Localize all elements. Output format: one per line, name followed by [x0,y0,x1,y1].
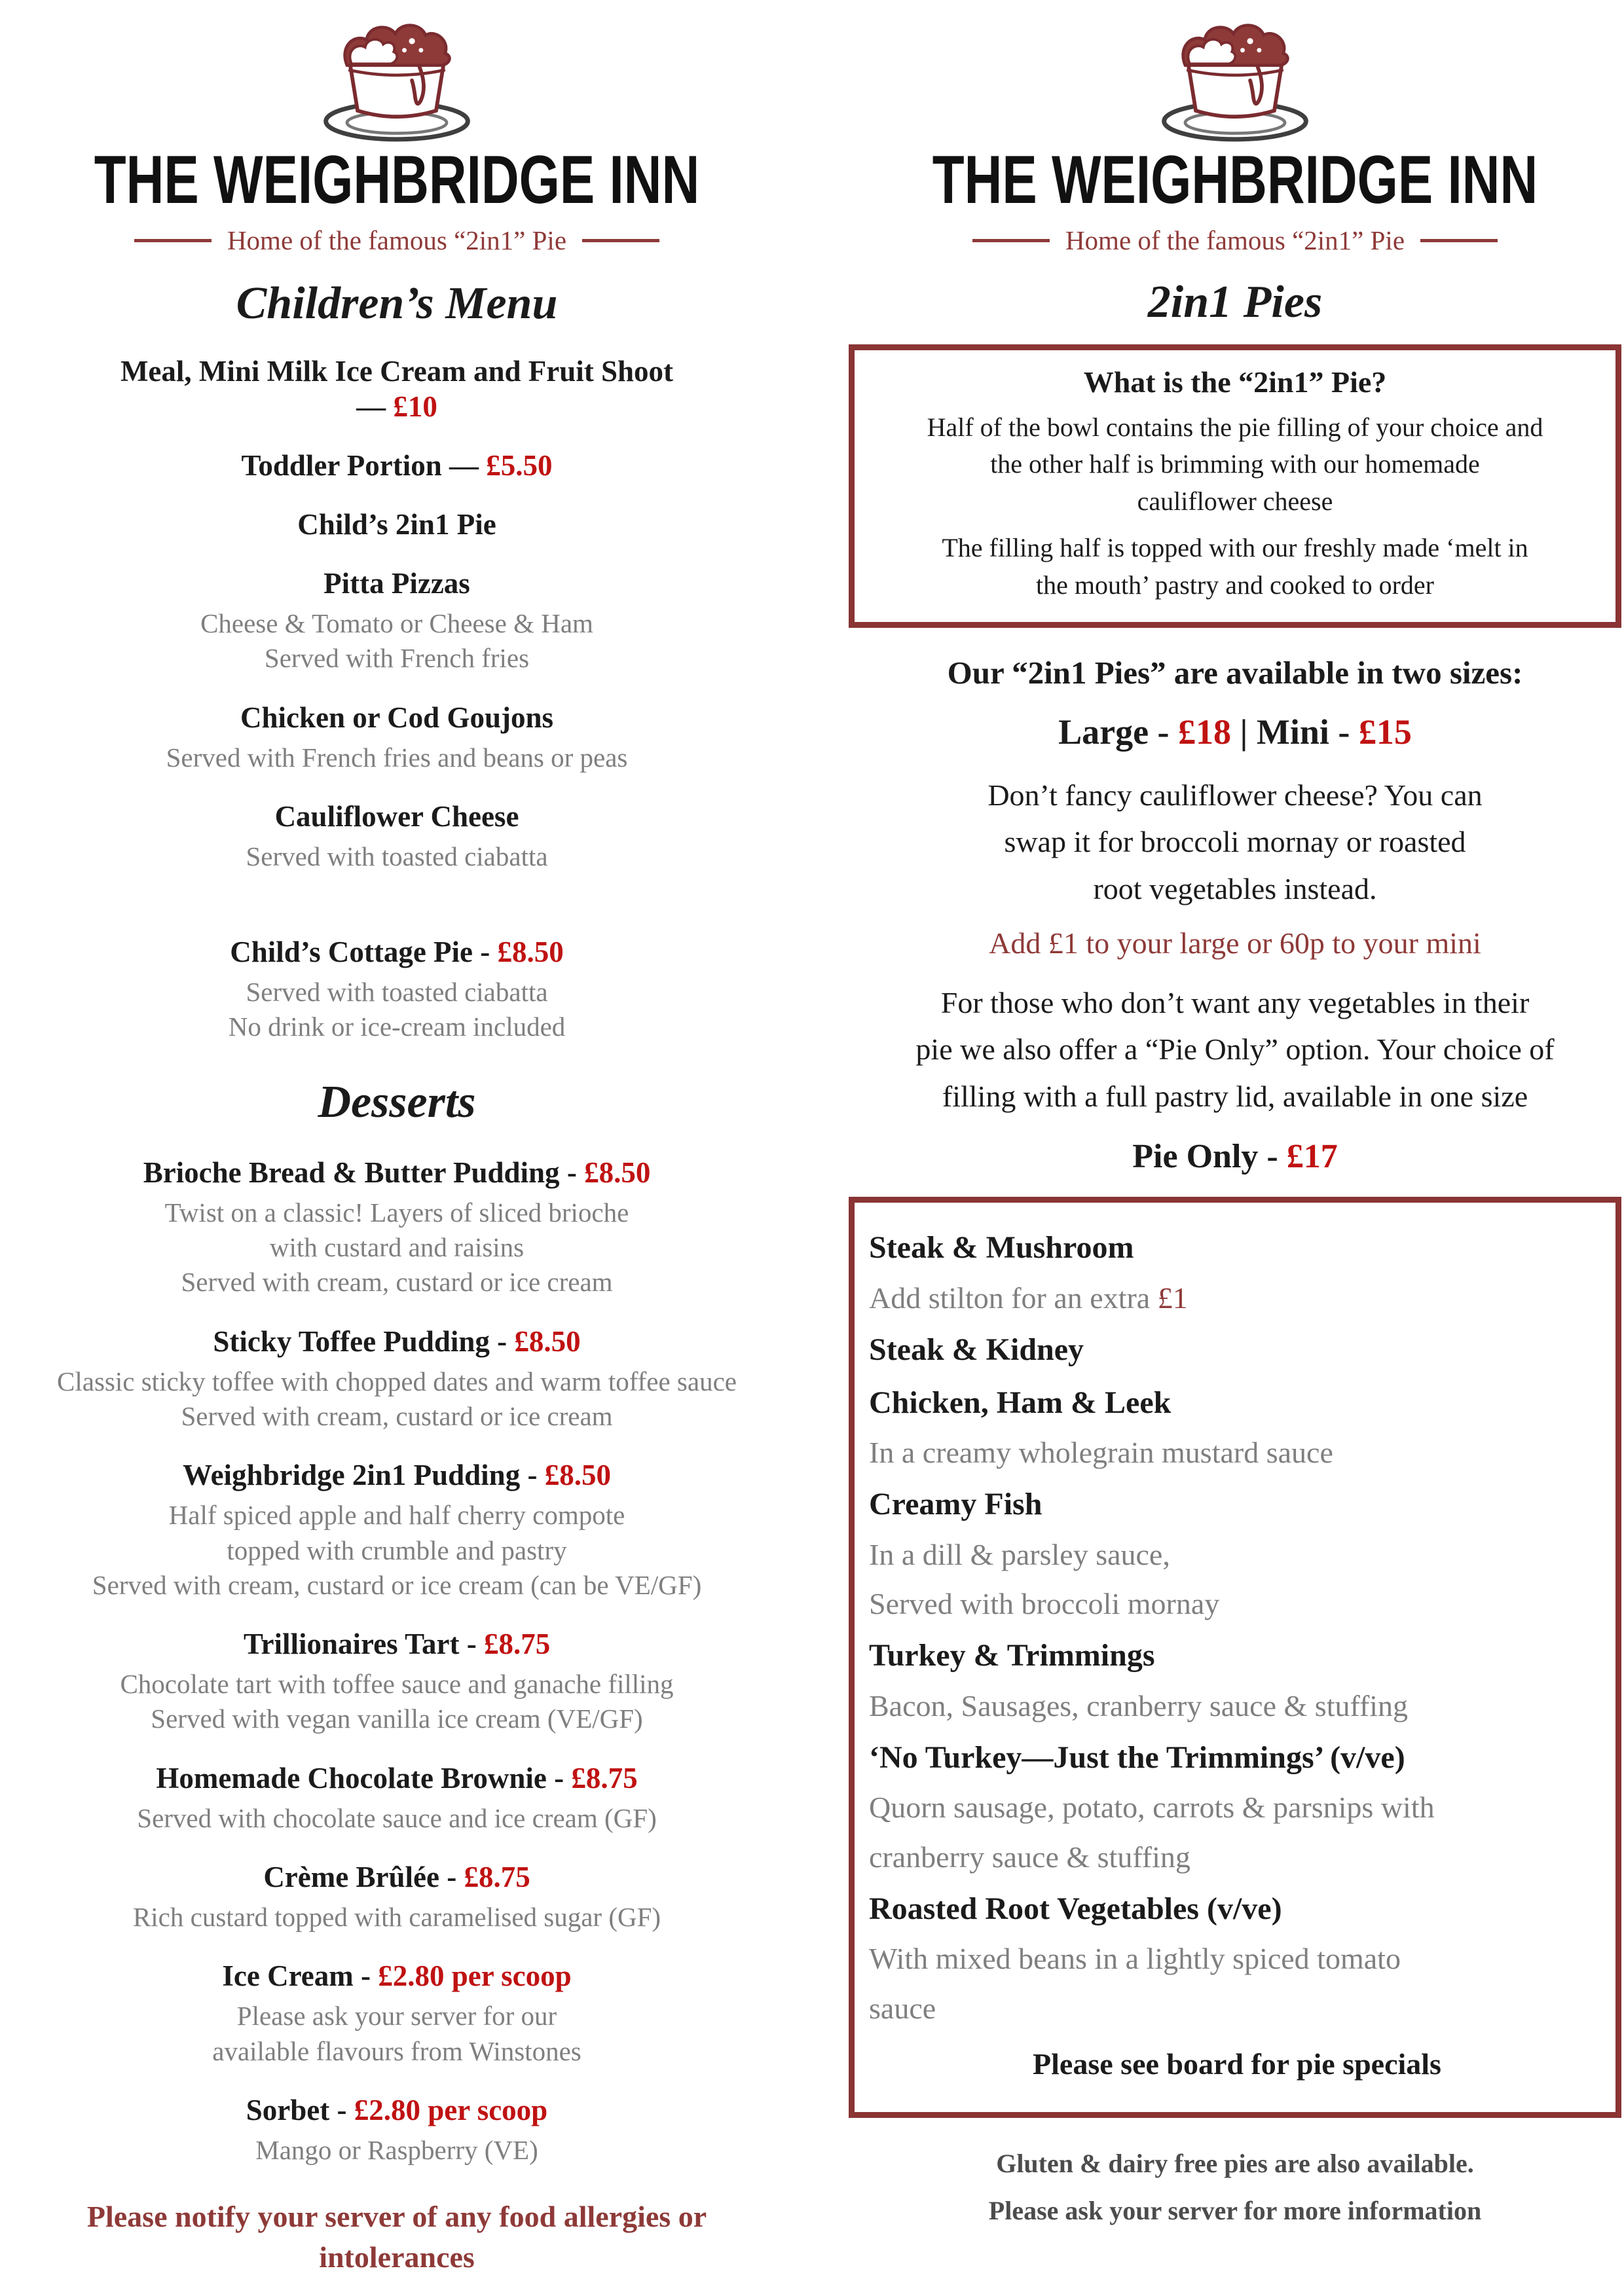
dessert-item-sticky-toffee: Sticky Toffee Pudding - £8.50 Classic sticky toffee with chopped dates and warm toffee sauce Served with cream, custard or ice cream [10,1324,783,1434]
item-name: Sticky Toffee Pudding [213,1324,490,1358]
pies-footer [849,2140,1621,2234]
item-name: Ice Cream [222,1959,354,1993]
menu-item-cottage-pie: Child’s Cottage Pie - £8.50 Served with toasted ciabatta No drink or ice-cream included [10,934,783,1045]
item-description: Served with French fries and beans or peas [166,742,628,773]
item-name: Meal, Mini Milk Ice Cream and Fruit Shoot [120,355,674,388]
item-name: Weighbridge 2in1 Pudding [183,1459,521,1492]
pie-specials-note: Please see board for pie specials [1033,2047,1441,2081]
item-description: Served with cream, custard or ice cream [181,1400,613,1431]
dessert-item-ice-cream: Ice Cream - £2.80 per scoop Please ask your server for our available flavours from Winstones [10,1958,783,2069]
large-price: £18 [1178,712,1232,752]
pie-logo-icon [1091,17,1379,145]
price-dash: — [356,390,386,423]
pie-filling-description: In a dill & parsley sauce, [869,1537,1170,1571]
size-divider: | [1240,712,1248,752]
pie-fillings-box [849,1197,1621,2118]
tagline-dash-left [972,239,1050,242]
menu-item-cauliflower-cheese [10,799,783,874]
large-label: Large - [1058,712,1170,752]
item-description: Twist on a classic! Layers of sliced brioche [164,1197,629,1228]
pie-filling-name: Turkey & Trimmings [869,1638,1155,1673]
item-price: £8.75 [483,1628,551,1661]
pies-title: 2in1 Pies [1147,277,1323,327]
brand-name: THE WEIGHBRIDGE INN [94,141,700,218]
children-menu-title: Children’s Menu [236,278,558,329]
item-name: Child’s 2in1 Pie [297,508,496,541]
dessert-item-creme-brulee: Crème Brûlée - £8.75 Rich custard topped with caramelised sugar (GF) [10,1859,783,1935]
item-name: Chicken or Cod Goujons [240,701,553,734]
item-description: Please ask your server for our [236,2001,557,2032]
pie-filling-description: Add stilton for an extra £1 [869,1281,1188,1315]
pie-logo-icon [253,17,541,145]
pie-only-label: Pie Only - [1132,1138,1278,1176]
item-description: Served with cream, custard or ice cream [181,1267,613,1298]
menu-item-goujons [10,700,783,775]
item-description: Half spiced apple and half cherry compote [168,1500,625,1531]
pie-filling-name: Creamy Fish [869,1487,1043,1522]
item-name: Pitta Pizzas [323,567,470,600]
item-description: Mango or Raspberry (VE) [255,2134,538,2165]
swap-paragraph: Don’t fancy cauliflower cheese? You can swap it for broccoli mornay or roasted root vegetables instead. [987,778,1483,905]
swap-surcharge-note: Add £1 to your large or 60p to your mini [989,926,1481,960]
dessert-item-chocolate-brownie: Homemade Chocolate Brownie - £8.75 Served with chocolate sauce and ice cream (GF) [10,1760,783,1836]
item-description: Served with toasted ciabatta [246,841,548,871]
pie-filling-name: Chicken, Ham & Leek [869,1385,1172,1420]
item-name: Brioche Bread & Butter Pudding [143,1156,560,1189]
allergy-notice: Please notify your server of any food allergies or intolerances [86,2200,707,2274]
item-name: Trillionaires Tart [243,1628,460,1661]
item-price: £8.50 [514,1324,581,1358]
gluten-free-note: Gluten & dairy free pies are also available. [996,2149,1474,2179]
item-description: available flavours from Winstones [212,2035,581,2066]
item-name: Toddler Portion [241,449,442,482]
brand-tagline-row [10,227,783,254]
item-description: topped with crumble and pastry [227,1535,567,1565]
item-description: No drink or ice-cream included [228,1011,566,1042]
what-is-2in1-box: What is the “2in1” Pie? Half of the bowl contains the pie filling of your choice and the other half is brimming with our homemade cauliflower cheese The filling half is topped with our freshly made ‘melt in the mouth’ pastry and cooked to order [849,344,1621,628]
dessert-item-brioche-pudding: Brioche Bread & Butter Pudding - £8.50 Twist on a classic! Layers of sliced brioche with custard and raisins Served with cream, custard or ice cream [10,1155,783,1300]
item-description: Rich custard topped with caramelised sugar (GF) [132,1902,661,1933]
brand-tagline: Home of the famous “2in1” Pie [227,225,567,255]
brand-tagline-row [849,227,1621,254]
item-price: £8.50 [497,936,564,969]
item-price: £10 [393,390,437,423]
mini-label: Mini - [1256,712,1350,752]
item-price: £2.80 per scoop [378,1959,572,1993]
pie-filling-name: Steak & Kidney [869,1332,1084,1368]
item-description: Served with toasted ciabatta [246,977,548,1008]
item-price: £8.75 [464,1861,530,1894]
item-name: Cauliflower Cheese [274,799,519,833]
item-name: Child’s Cottage Pie [230,936,473,969]
menu-item-pitta-pizzas [10,566,783,676]
stilton-extra-price: £1 [1157,1281,1188,1315]
item-description: Served with French fries [264,643,530,674]
item-name: Sorbet [246,2093,330,2126]
pie-filling-description: cranberry sauce & stuffing [869,1840,1190,1874]
pie-filling-description: With mixed beans in a lightly spiced tomato [869,1942,1401,1976]
pie-only-price-line [849,1137,1621,1177]
menu-item-childs-2in1-pie [10,507,783,542]
item-price: £8.50 [584,1156,651,1189]
tagline-dash-left [134,239,212,242]
pie-filling-description: In a creamy wholegrain mustard sauce [869,1435,1333,1469]
pie-filling-description: sauce [869,1991,936,2025]
item-description: Served with chocolate sauce and ice cream (GF) [137,1802,657,1833]
ask-server-note: Please ask your server for more information [988,2196,1482,2226]
pie-only-paragraph: For those who don’t want any vegetables in their pie we also offer a “Pie Only” option. Your choice of filling with a full pastry lid, available in one size [915,986,1555,1113]
item-description: Served with vegan vanilla ice cream (VE/GF) [151,1704,643,1734]
item-description: Classic sticky toffee with chopped dates and warm toffee sauce [57,1366,737,1396]
tagline-dash-right [1420,239,1498,242]
item-description: with custard and raisins [269,1232,525,1263]
dessert-item-sorbet: Sorbet - £2.80 per scoop Mango or Raspberry (VE) [10,2092,783,2168]
pie-filling-name: Roasted Root Vegetables (v/ve) [869,1891,1282,1926]
item-price: £8.75 [571,1761,638,1795]
menu-item-toddler-portion: Toddler Portion — £5.50 [241,449,553,482]
pie-filling-name: Steak & Mushroom [869,1230,1134,1266]
pie-filling-description: Quorn sausage, potato, carrots & parsnips with [869,1791,1435,1825]
brand-name: THE WEIGHBRIDGE INN [932,141,1538,218]
brand-header-right [849,17,1621,254]
pie-filling-description: Served with broccoli mornay [869,1586,1220,1620]
pie-filling-name: ‘No Turkey—Just the Trimmings’ (v/ve) [869,1740,1405,1775]
item-price-line [10,389,783,424]
sizes-heading: Our “2in1 Pies” are available in two sizes: [947,655,1523,691]
item-price: £2.80 per scoop [354,2093,548,2126]
info-box-title: What is the “2in1” Pie? [1083,365,1387,399]
pies-menu-column [812,0,1624,2296]
item-price: £5.50 [486,449,553,482]
dessert-item-trillionaires-tart: Trillionaires Tart - £8.75 Chocolate tart with toffee sauce and ganache filling Served with vegan vanilla ice cream (VE/GF) [10,1626,783,1737]
tagline-dash-right [582,239,659,242]
menu-item-meal-deal [10,354,783,424]
item-name: Crème Brûlée [263,1861,439,1894]
dessert-item-2in1-pudding: Weighbridge 2in1 Pudding - £8.50 Half spiced apple and half cherry compote topped with crumble and pastry Served with cream, custard or ice cream (can be VE/GF) [10,1457,783,1603]
mini-price: £15 [1358,712,1412,752]
item-description: Chocolate tart with toffee sauce and ganache filling [120,1669,674,1700]
pie-filling-description: Bacon, Sausages, cranberry sauce & stuffing [869,1688,1409,1722]
brand-header-left [10,17,783,254]
brand-tagline: Home of the famous “2in1” Pie [1065,225,1405,255]
item-description: Cheese & Tomato or Cheese & Ham [200,608,593,638]
sizes-price-line [849,711,1621,754]
item-name: Homemade Chocolate Brownie [156,1761,547,1795]
item-description: Served with cream, custard or ice cream (can be VE/GF) [92,1569,702,1600]
desserts-title: Desserts [318,1076,476,1127]
item-price: £8.50 [544,1459,611,1492]
pie-only-price: £17 [1286,1138,1338,1176]
